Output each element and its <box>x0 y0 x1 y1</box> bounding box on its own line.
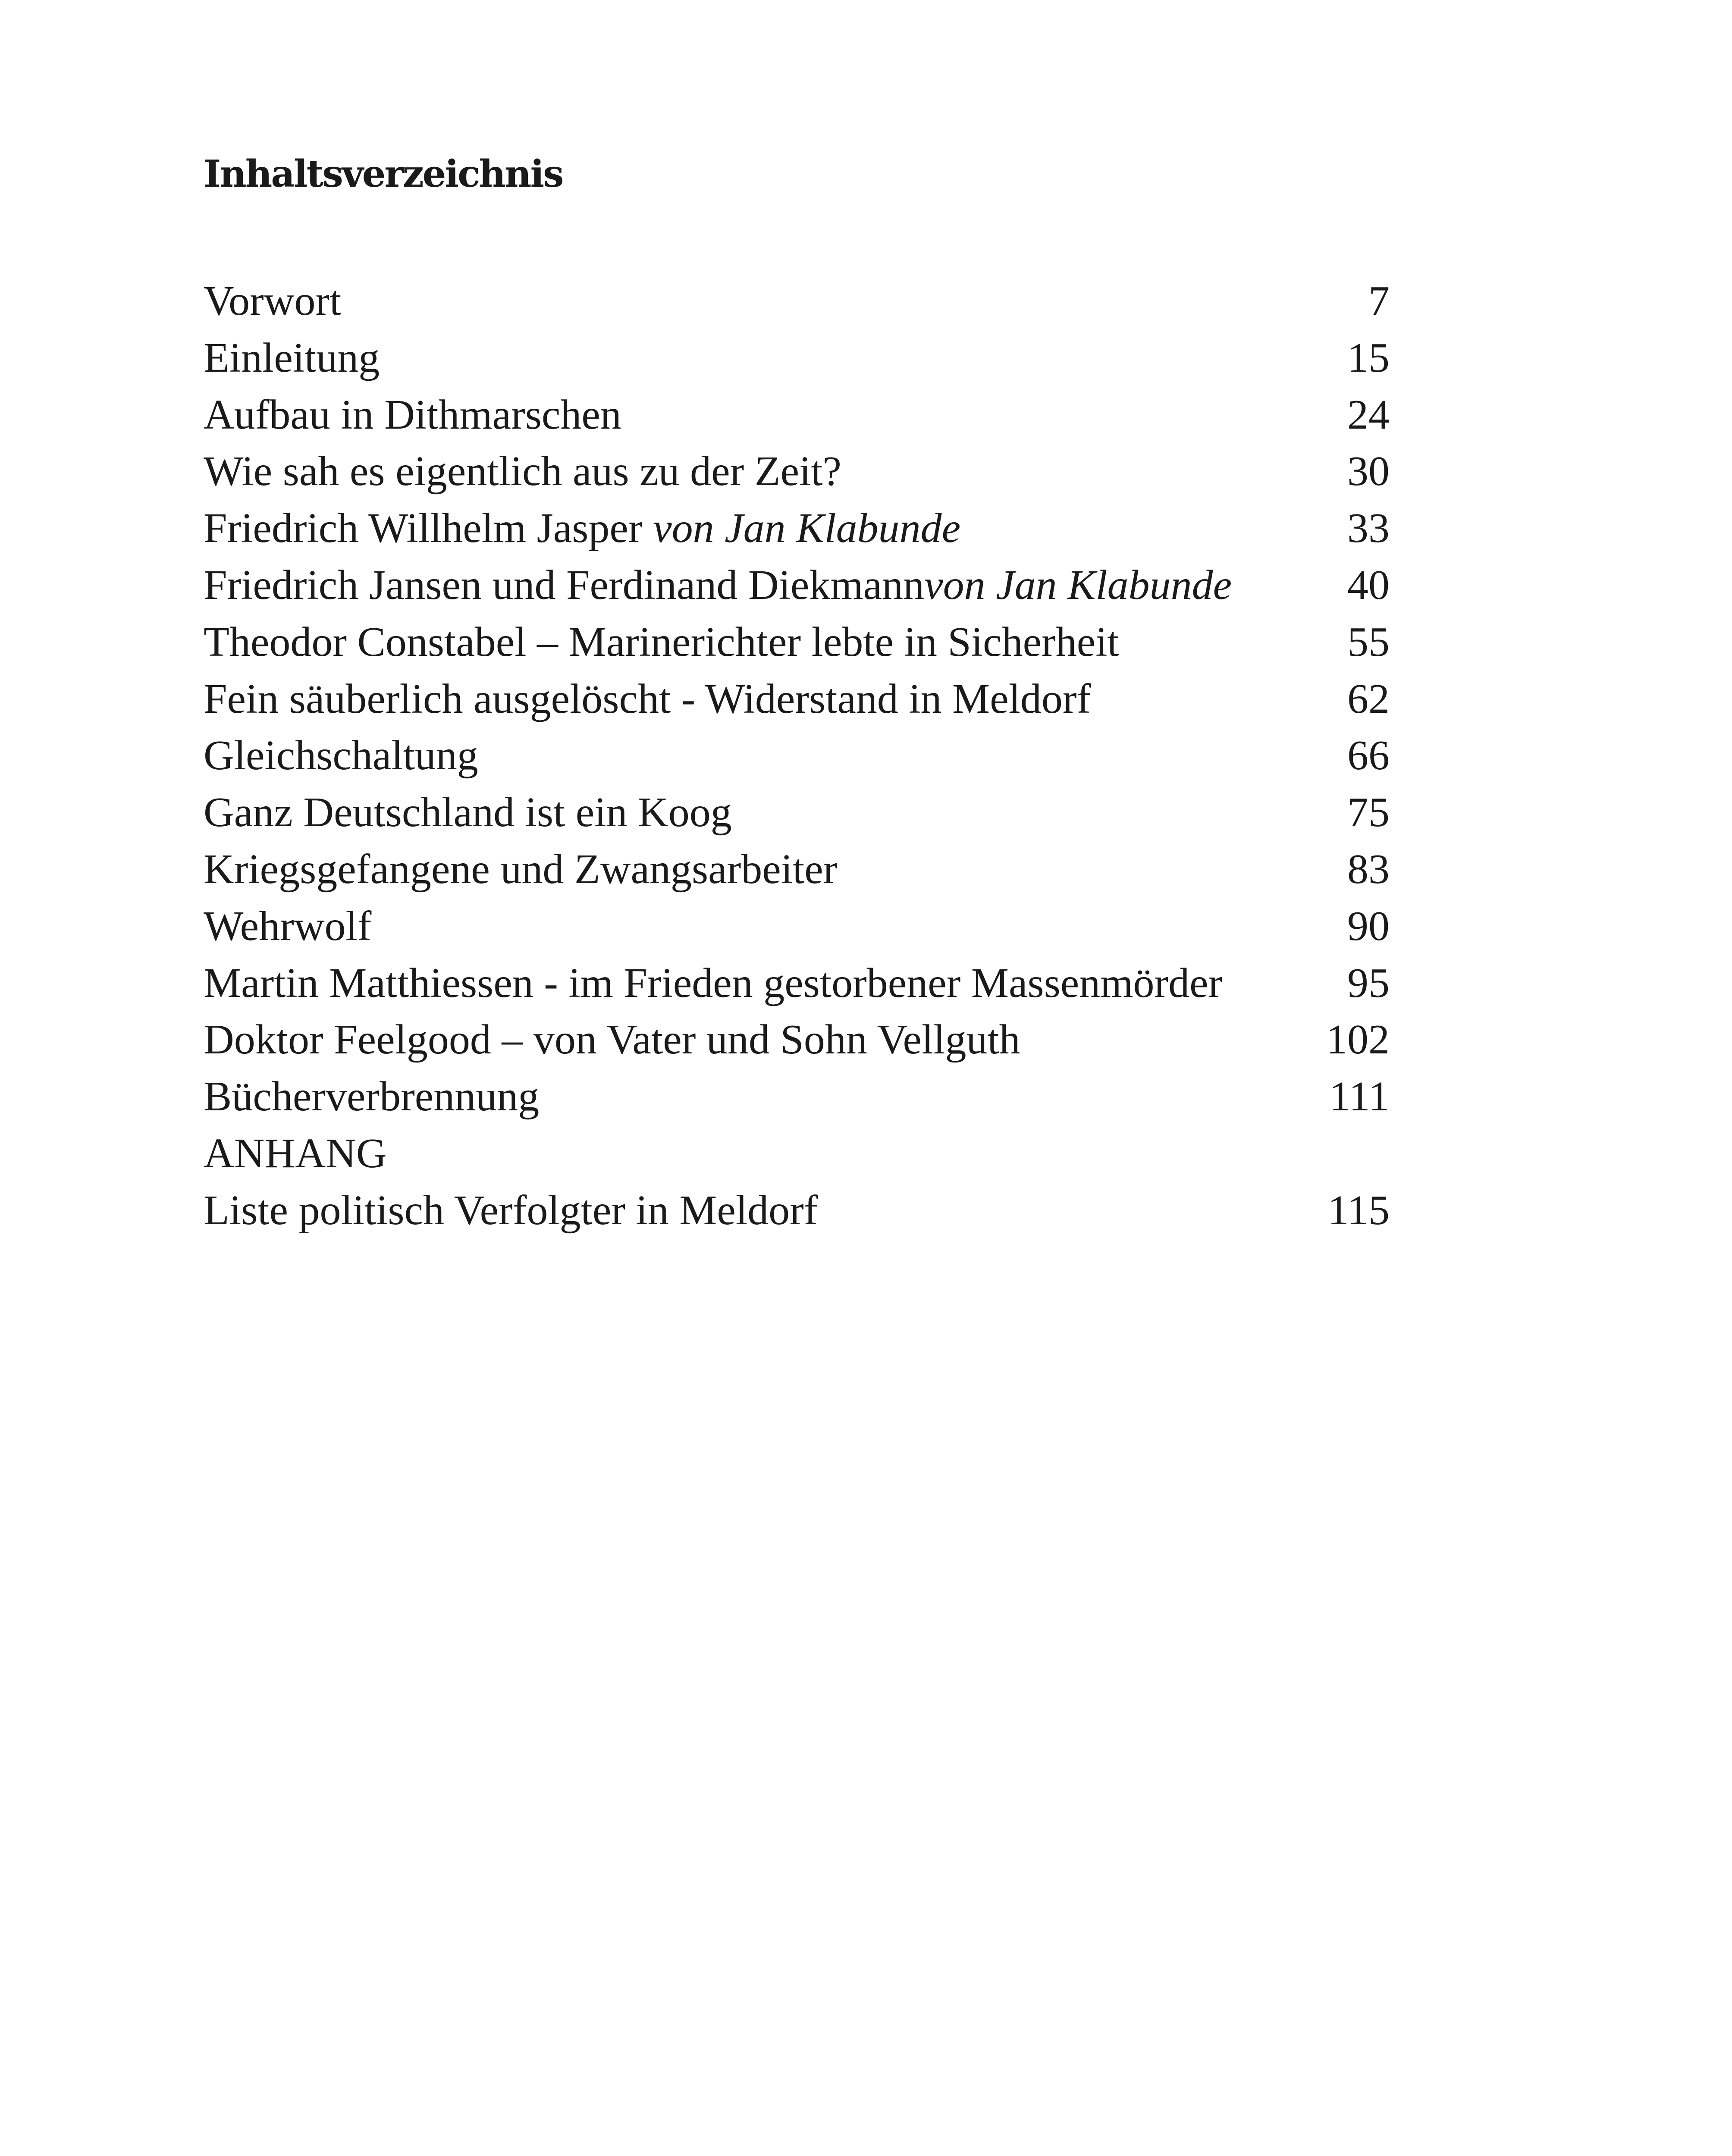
toc-entry-author: von Jan Klabunde <box>924 561 1232 608</box>
toc-entry-title: Martin Matthiessen - im Frieden gestorbener Massenmörder <box>204 959 1223 1006</box>
toc-entry <box>204 273 1390 330</box>
toc-entry <box>204 1012 1390 1069</box>
toc-entry-title: Doktor Feelgood – von Vater und Sohn Vellguth <box>204 1016 1020 1063</box>
toc-entry <box>204 784 1390 841</box>
toc-entry-title: Aufbau in Dithmarschen <box>204 391 621 438</box>
toc-entry <box>204 443 1390 500</box>
toc-entry-title: Liste politisch Verfolgter in Meldorf <box>204 1187 818 1234</box>
toc-entry <box>204 671 1390 728</box>
toc-entry <box>204 387 1390 444</box>
toc-entry-page-number: 62 <box>1347 675 1390 722</box>
toc-entry-page-number: 40 <box>1347 561 1390 608</box>
toc-entry <box>204 841 1390 898</box>
toc-entry-title: Ganz Deutschland ist ein Koog <box>204 789 732 836</box>
toc-entry-title: ANHANG <box>204 1130 387 1177</box>
toc-entry <box>204 557 1390 614</box>
toc-entry-page-number: 95 <box>1347 959 1390 1006</box>
toc-entry <box>204 898 1390 955</box>
toc-entry-author: von Jan Klabunde <box>653 505 961 552</box>
toc-entry <box>204 1182 1390 1239</box>
toc-list <box>204 273 1390 1239</box>
toc-entry-page-number: 55 <box>1347 618 1390 665</box>
toc-entry-page-number: 90 <box>1347 903 1390 950</box>
toc-entry-page-number: 66 <box>1347 732 1390 779</box>
toc-entry-page-number: 75 <box>1347 789 1390 836</box>
toc-entry-title: Friedrich Jansen und Ferdinand Diekmannvon Jan Klabunde <box>204 561 1232 608</box>
toc-entry-title: Kriegsgefangene und Zwangsarbeiter <box>204 846 838 893</box>
toc-entry <box>204 614 1390 671</box>
toc-entry-page-number: 30 <box>1347 448 1390 495</box>
toc-entry-page-number: 33 <box>1347 505 1390 552</box>
toc-entry-title: Gleichschaltung <box>204 732 478 779</box>
toc-entry <box>204 1125 1390 1182</box>
toc-entry-title: Bücherverbrennung <box>204 1073 540 1120</box>
toc-entry-title: Einleitung <box>204 334 380 381</box>
toc-entry <box>204 1069 1390 1125</box>
toc-entry-page-number: 83 <box>1347 846 1390 893</box>
toc-entry-title: Theodor Constabel – Marinerichter lebte in Sicherheit <box>204 618 1119 665</box>
toc-entry <box>204 330 1390 387</box>
toc-entry <box>204 727 1390 784</box>
toc-entry <box>204 955 1390 1012</box>
toc-entry-page-number: 111 <box>1329 1073 1390 1120</box>
toc-heading: Inhaltsverzeichnis <box>204 152 563 196</box>
toc-entry-page-number: 24 <box>1347 391 1390 438</box>
toc-entry-page-number: 7 <box>1368 278 1390 324</box>
toc-entry-page-number: 102 <box>1326 1016 1390 1063</box>
toc-entry-title: Wehrwolf <box>204 903 372 950</box>
toc-entry <box>204 500 1390 557</box>
toc-entry-page-number: 15 <box>1347 334 1390 381</box>
toc-entry-page-number: 115 <box>1327 1187 1390 1234</box>
toc-entry-title: Fein säuberlich ausgelöscht - Widerstand in Meldorf <box>204 675 1091 722</box>
toc-entry-title: Friedrich Willhelm Jasper von Jan Klabunde <box>204 505 961 552</box>
toc-entry-title: Vorwort <box>204 278 342 324</box>
toc-entry-title: Wie sah es eigentlich aus zu der Zeit? <box>204 448 842 495</box>
